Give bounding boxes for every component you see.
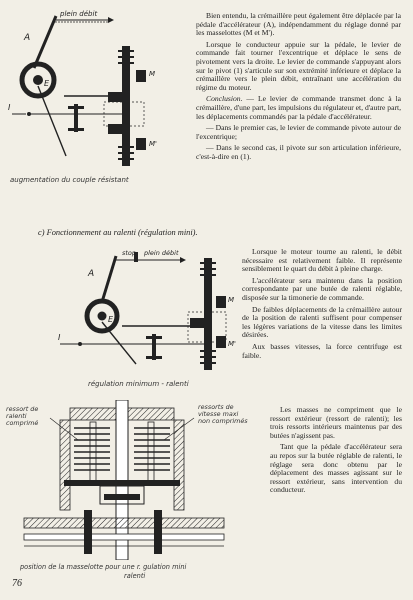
figure-governor-full-load: [4, 6, 194, 174]
case-2: — Dans le second cas, il pivote sur son articulation inférieure, c'est-à-dire en (1).: [196, 143, 401, 161]
label-m-prime: M': [149, 140, 157, 148]
figure2-caption: régulation minimum - ralenti: [88, 380, 189, 388]
label-i: I: [58, 333, 61, 342]
label-stop: stop: [122, 249, 137, 257]
col3-paragraph: Les masses ne compriment que le ressort extérieur (ressort de ralenti); les trois ressorts intérieurs maintenus par des butées n'agissent pas.: [270, 405, 402, 440]
figure3-label-right: ressorts de vitesse maxi non comprimés: [198, 403, 248, 425]
column-2-text: [242, 248, 402, 363]
label-plein-debit: plein débit: [144, 249, 179, 257]
label-a: A: [24, 33, 31, 43]
section-heading: c) Fonctionnement au ralenti (régulation mini).: [38, 228, 198, 237]
page-number: 76: [12, 578, 22, 589]
conclusion-paragraph: [196, 95, 401, 121]
conclusion-text: — Le levier de commande transmet donc à la crémaillère, d'une part, les impulsions du régulateur et, d'autre part, les déplacements commandés par la pédale d'accélérateur.: [196, 94, 401, 121]
col3-paragraph: Tant que la pédale d'accélérateur sera au repos sur la butée réglable de ralenti, le réglage sera donc obtenu par le déplacement des masses agissant sur le ressort extérieur, sans intervention du conducteur.: [270, 442, 402, 495]
conclusion-label: Conclusion.: [206, 94, 243, 104]
col2-paragraph: Aux basses vitesses, la force centrifuge est faible.: [242, 341, 402, 360]
figure3-caption-line2: ralenti: [124, 572, 146, 580]
case-1: — Dans le premier cas, le levier de commande pivote autour de l'excentrique;: [196, 123, 401, 141]
column-1-text: [196, 12, 401, 165]
label-m: M: [228, 296, 235, 304]
figure3-caption-line1: position de la masselotte pour une r. gulation mini: [20, 563, 187, 571]
col2-paragraph: L'accélérateur sera maintenu dans la position correspondante par une butée de ralenti réglable, disposée sur la timonerie de commande.: [242, 275, 402, 302]
column-3-text: [270, 406, 402, 498]
col2-paragraph: Lorsque le moteur tourne au ralenti, le débit nécessaire est relativement faible. Il représente sensiblement le quart du débit à pleine charge.: [242, 247, 402, 274]
label-e: E: [108, 315, 114, 324]
label-a: A: [88, 269, 95, 279]
label-plein-debit: plein débit: [60, 10, 98, 18]
col1-paragraph: Bien entendu, la crémaillère peut également être déplacée par la pédale d'accélérateur (A), indépendamment du réglage donné par les masselottes (M et M').: [196, 11, 401, 38]
figure3-label-left: ressort de ralenti comprimé: [6, 405, 39, 427]
figure1-caption: augmentation du couple résistant: [10, 176, 129, 184]
label-m-prime: M': [228, 340, 236, 348]
col1-paragraph: Lorsque le conducteur appuie sur la pédale, le levier de commande fait tourner l'excentrique et déplace le sens de pivotement vers la droite. Le levier de commande s'appuyant alors sur le pivot (1) s'articule sur son extrémité inférieure et déplace la crémaillère vers le plein débit, entraînant une accélération du régime du moteur.: [196, 39, 401, 92]
label-m: M: [149, 70, 156, 78]
label-i: I: [8, 103, 11, 112]
figure-governor-idle: [4, 246, 238, 372]
label-e: E: [44, 79, 50, 88]
col2-paragraph: De faibles déplacements de la crémaillère autour de la position de ralenti suffisent pour compenser les légères variations de la vitesse dans les limites désirées.: [242, 304, 402, 340]
